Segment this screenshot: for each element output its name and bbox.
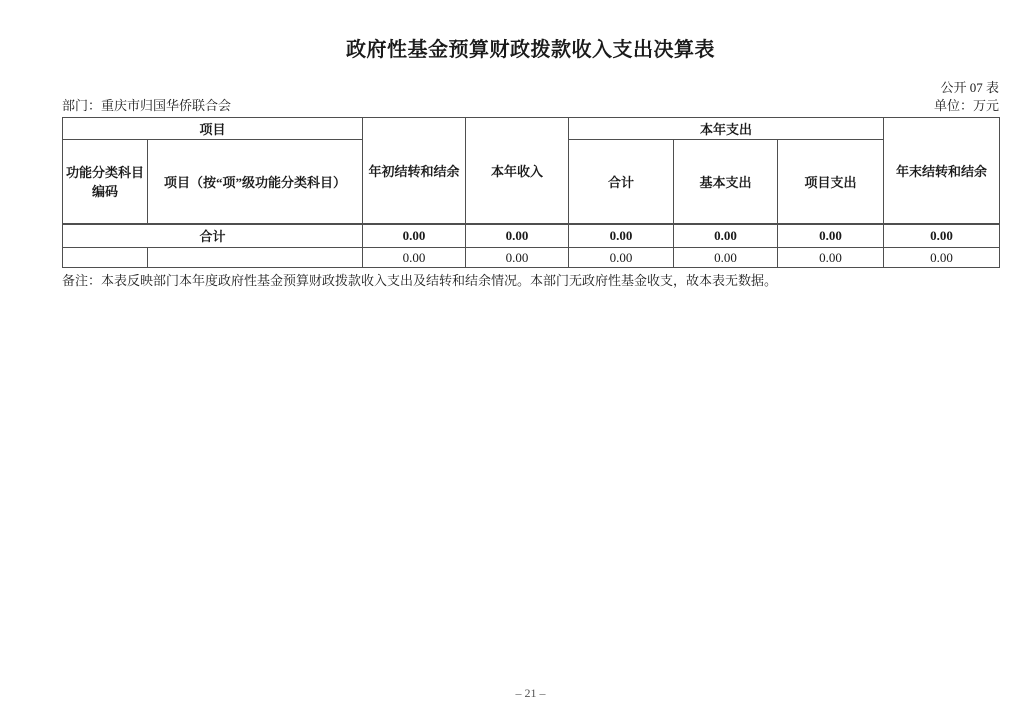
unit-label: 单位：万元	[933, 97, 999, 113]
cell-basic-expense-total: 0.00	[674, 224, 778, 248]
header-closing-balance: 年末结转和结余	[884, 118, 1000, 224]
cell-closing-balance-total: 0.00	[884, 224, 1000, 248]
cell-expense-total-total: 0.00	[569, 224, 674, 248]
header-opening-balance: 年初结转和结余	[363, 118, 466, 224]
page-number: – 21 –	[515, 686, 546, 700]
header-project-expense: 项目支出	[778, 140, 884, 224]
header-project-item: 项目（按“项”级功能分类科目）	[148, 140, 363, 224]
cell-year-income-total: 0.00	[466, 224, 569, 248]
page-title: 政府性基金预算财政拨款收入支出决算表	[346, 39, 715, 61]
table-row-detail	[63, 248, 1000, 268]
header-year-expense-group: 本年支出	[569, 118, 884, 140]
cell-expense-total: 0.00	[569, 248, 674, 268]
header-basic-expense: 基本支出	[674, 140, 778, 224]
budget-table	[62, 117, 1000, 268]
header-row-1	[63, 118, 1000, 140]
form-code-label: 公开 07 表	[940, 80, 999, 95]
department-label: 部门：重庆市归国华侨联合会	[62, 97, 232, 113]
meta-line	[62, 97, 999, 115]
header-expense-total: 合计	[569, 140, 674, 224]
row-total-label: 合计	[63, 224, 363, 248]
cell-project-item-empty	[148, 248, 363, 268]
table-row-total	[63, 224, 1000, 248]
cell-function-code-empty	[63, 248, 148, 268]
cell-opening-balance: 0.00	[363, 248, 466, 268]
cell-year-income: 0.00	[466, 248, 569, 268]
cell-project-expense-total: 0.00	[778, 224, 884, 248]
cell-project-expense: 0.00	[778, 248, 884, 268]
document-content	[62, 0, 999, 290]
cell-basic-expense: 0.00	[674, 248, 778, 268]
cell-opening-balance-total: 0.00	[363, 224, 466, 248]
header-year-income: 本年收入	[466, 118, 569, 224]
header-function-code: 功能分类科目编码	[63, 140, 148, 224]
cell-closing-balance: 0.00	[884, 248, 1000, 268]
note-text: 备注：本表反映部门本年度政府性基金预算财政拨款收入支出及结转和结余情况。本部门无政府性基金收支，故本表无数据。	[62, 273, 778, 289]
header-project-group: 项目	[63, 118, 363, 140]
